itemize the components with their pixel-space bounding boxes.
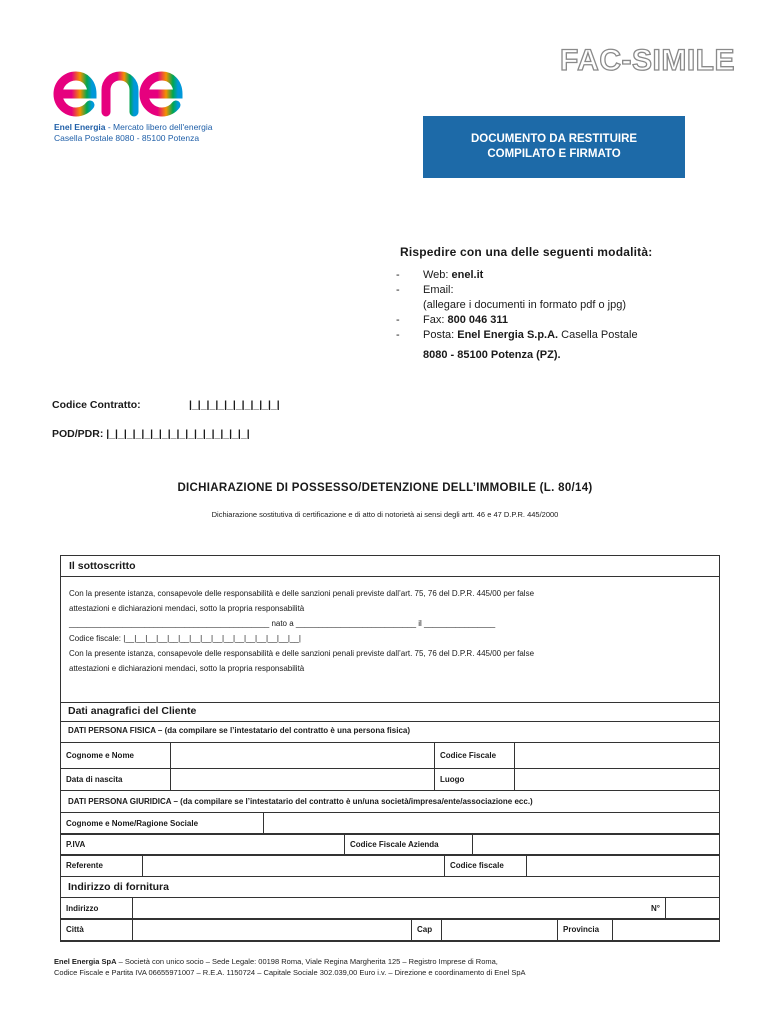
post-label: Posta: <box>423 329 458 341</box>
sottoscritto-text: Con la presente istanza, consapevole delle responsabilità e delle sanzioni penali previste dall’art. 75, 76 del D.P.R. 445/00 per false <box>69 589 535 598</box>
data-nascita-label: Data di nascita <box>61 769 171 791</box>
fax-number: 800 046 311 <box>447 314 509 326</box>
numero-input[interactable] <box>666 898 720 920</box>
sottoscritto-text: attestazioni e dichiarazioni mendaci, sotto la propria responsabilità <box>69 604 305 613</box>
citta-table <box>60 918 720 941</box>
codice-fiscale-input[interactable] <box>515 743 720 769</box>
ragione-sociale-table <box>60 812 720 835</box>
send-methods-title: Rispedire con una delle seguenti modalità: <box>400 245 653 259</box>
facsimile-watermark: FAC-SIMILE <box>560 44 735 77</box>
post-box: Casella Postale <box>558 329 638 341</box>
footer-legal <box>54 956 526 978</box>
pod-label: POD/PDR: <box>52 428 104 440</box>
luogo-label: Luogo <box>435 769 515 791</box>
sottoscritto-text: Con la presente istanza, consapevole delle responsabilità e delle sanzioni penali previste dall’art. 75, 76 del D.P.R. 445/00 per false <box>69 649 535 658</box>
box-line-1: DOCUMENTO DA RESTITUIRE <box>470 133 638 145</box>
sottoscritto-section <box>60 555 720 703</box>
footer-company: Enel Energia SpA <box>54 957 117 966</box>
web-label: Web: <box>423 269 452 281</box>
fax-label: Fax: <box>423 314 448 326</box>
provincia-input[interactable] <box>613 919 720 941</box>
enel-logo <box>52 58 222 120</box>
ragione-sociale-label: Cognome e Nome/Ragione Sociale <box>61 813 264 835</box>
persona-fisica-table <box>60 742 720 791</box>
box-line-2: COMPILATO E FIRMATO <box>487 148 621 160</box>
codice-contratto-field[interactable]: |_|_|_|_|_|_|_|_|_|_| <box>189 399 280 411</box>
cap-label: Cap <box>412 919 442 941</box>
declaration-subtitle: Dichiarazione sostitutiva di certificazione e di atto di notorietà ai sensi degli artt. 46 e 47 D.P.R. 445/2000 <box>211 510 559 519</box>
codice-contratto <box>52 399 280 411</box>
citta-label: Città <box>61 919 133 941</box>
data-nascita-input[interactable] <box>171 769 435 791</box>
company-info <box>54 122 212 144</box>
email-label: Email: <box>423 284 454 296</box>
dash: - <box>396 329 400 341</box>
return-document-box <box>423 116 685 178</box>
provincia-label: Provincia <box>558 919 613 941</box>
referente-label: Referente <box>61 855 143 877</box>
cap-input[interactable] <box>442 919 558 941</box>
post-company: Enel Energia S.p.A. <box>457 329 559 341</box>
cf-azienda-input[interactable] <box>473 834 720 856</box>
dash: - <box>396 269 400 281</box>
sottoscritto-title: Il sottoscritto <box>69 560 136 572</box>
fornitura-title: Indirizzo di fornitura <box>68 881 169 893</box>
indirizzo-table <box>60 897 720 920</box>
pod-pdr <box>52 428 250 440</box>
piva-label: P.IVA <box>61 834 345 856</box>
sottoscritto-text: attestazioni e dichiarazioni mendaci, sotto la propria responsabilità <box>69 664 305 673</box>
cognome-nome-input[interactable] <box>171 743 435 769</box>
codice-fiscale-label: Codice Fiscale <box>435 743 515 769</box>
cf-label: Codice fiscale <box>445 855 527 877</box>
name-birth-field[interactable]: _____________________________________________ nato a ___________________________ il ________________ <box>69 619 496 628</box>
company-tagline: - Mercato libero dell'energia <box>105 122 213 132</box>
referente-table <box>60 854 720 877</box>
persona-fisica-header: DATI PERSONA FISICA – (da compilare se l’intestatario del contratto è una persona fisica) <box>68 726 410 735</box>
send-methods-list <box>396 268 638 363</box>
piva-table <box>60 833 720 856</box>
footer-line-2: Codice Fiscale e Partita IVA 06655971007 – R.E.A. 1150724 – Capitale Sociale 302.039,00 Euro i.v. – Direzione e coordinamento di Enel SpA <box>54 968 526 977</box>
email-note: (allegare i documenti in formato pdf o jpg) <box>423 299 626 311</box>
declaration-title: DICHIARAZIONE DI POSSESSO/DETENZIONE DELL’IMMOBILE (L. 80/14) <box>177 482 593 494</box>
logo-text: enel <box>52 58 54 59</box>
referente-input[interactable] <box>143 855 445 877</box>
luogo-input[interactable] <box>515 769 720 791</box>
web-link[interactable]: enel.it <box>451 269 484 281</box>
citta-input[interactable] <box>133 919 412 941</box>
company-name: Enel Energia <box>54 122 106 132</box>
footer-line-1: – Società con unico socio – Sede Legale: 00198 Roma, Viale Regina Margherita 125 – Registro Imprese di Roma, <box>116 957 498 966</box>
post-address: 8080 - 85100 Potenza (PZ). <box>423 349 561 361</box>
cf-input[interactable] <box>527 855 720 877</box>
dash: - <box>396 284 400 296</box>
codice-contratto-label: Codice Contratto: <box>52 399 141 411</box>
pod-field[interactable]: |_|_|_|_|_|_|_|_|_|_|_|_|_|_|_|_| <box>106 428 250 440</box>
indirizzo-label: Indirizzo <box>61 898 133 920</box>
anagrafici-title: Dati anagrafici del Cliente <box>68 705 197 717</box>
company-address: Casella Postale 8080 - 85100 Potenza <box>54 133 200 143</box>
cognome-nome-label: Cognome e Nome <box>61 743 171 769</box>
numero-label: N° <box>651 904 660 913</box>
persona-giuridica-header: DATI PERSONA GIURIDICA – (da compilare se l’intestatario del contratto è un/una società/impresa/ente/associazione ecc.) <box>68 797 533 806</box>
cf-azienda-label: Codice Fiscale Azienda <box>345 834 473 856</box>
ragione-sociale-input[interactable] <box>264 813 720 835</box>
dash: - <box>396 314 400 326</box>
codice-fiscale-field[interactable]: Codice fiscale: |__|__|__|__|__|__|__|__|__|__|__|__|__|__|__|__| <box>69 634 301 643</box>
